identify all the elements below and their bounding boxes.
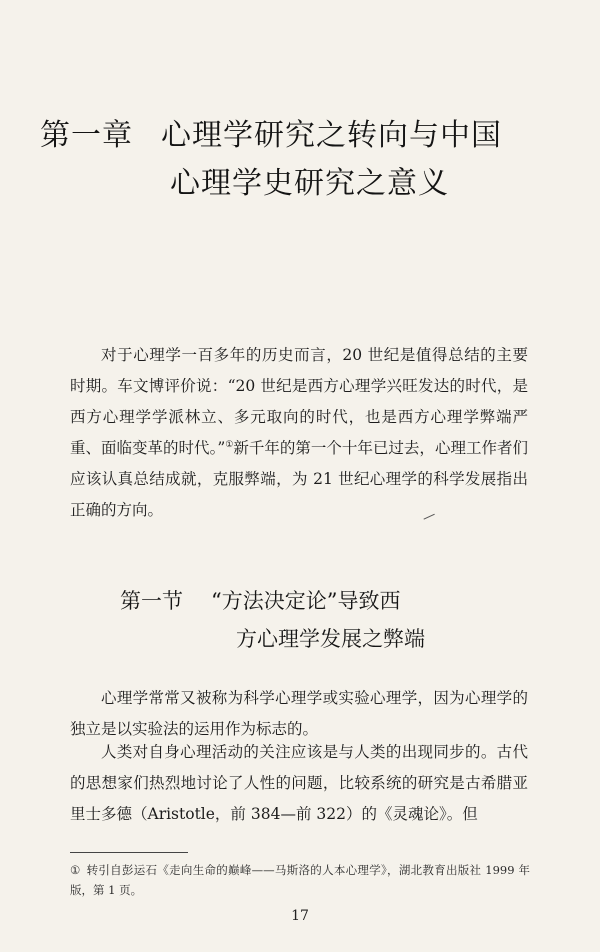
section-title bbox=[120, 582, 520, 658]
body-paragraph: 心理学常常又被称为科学心理学或实验心理学，因为心理学的独立是以实验法的运用作为标志的。 bbox=[70, 689, 528, 738]
footnote-divider bbox=[70, 852, 188, 853]
section-title-line-1: “方法决定论”导致西 bbox=[211, 589, 401, 613]
footnote-mark: ① bbox=[70, 863, 81, 877]
chapter-label: 第一章 bbox=[40, 118, 133, 153]
section-label: 第一节 bbox=[120, 589, 183, 613]
footnote-reference: ① bbox=[225, 439, 234, 450]
intro-text-after-note: 新千年的第一个十年已过去，心理工作者们应该认真总结成就，克服弊端，为 21 世纪心理学的科学发展指出正确的方向。 bbox=[70, 439, 528, 519]
chapter-title bbox=[40, 112, 580, 208]
intro-paragraph bbox=[70, 340, 528, 526]
chapter-title-line-2: 心理学史研究之意义 bbox=[170, 166, 449, 201]
chapter-title-line-1: 心理学研究之转向与中国 bbox=[161, 118, 502, 153]
page-number: 17 bbox=[291, 908, 309, 924]
section-title-line-2: 方心理学发展之弊端 bbox=[236, 627, 425, 651]
footnote-text: 转引自彭运石《走向生命的巅峰——马斯洛的人本心理学》，湖北教育出版社 1999 年版，第 1 页。 bbox=[70, 863, 530, 897]
body-paragraph: 人类对自身心理活动的关注应该是与人类的出现同步的。古代的思想家们热烈地讨论了人性的问题，比较系统的研究是古希腊亚里士多德（Aristotle，前 384—前 322）的《灵魂论》。但 bbox=[70, 743, 528, 823]
footnote bbox=[70, 860, 530, 900]
intro-text-before-note: 对于心理学一百多年的历史而言，20 世纪是值得总结的主要时期。车文博评价说：“20 世纪是西方心理学兴旺发达的时代，是西方心理学学派林立、多元取向的时代，也是西方心理学弊端严重、面临变革的时代。” bbox=[70, 346, 528, 457]
